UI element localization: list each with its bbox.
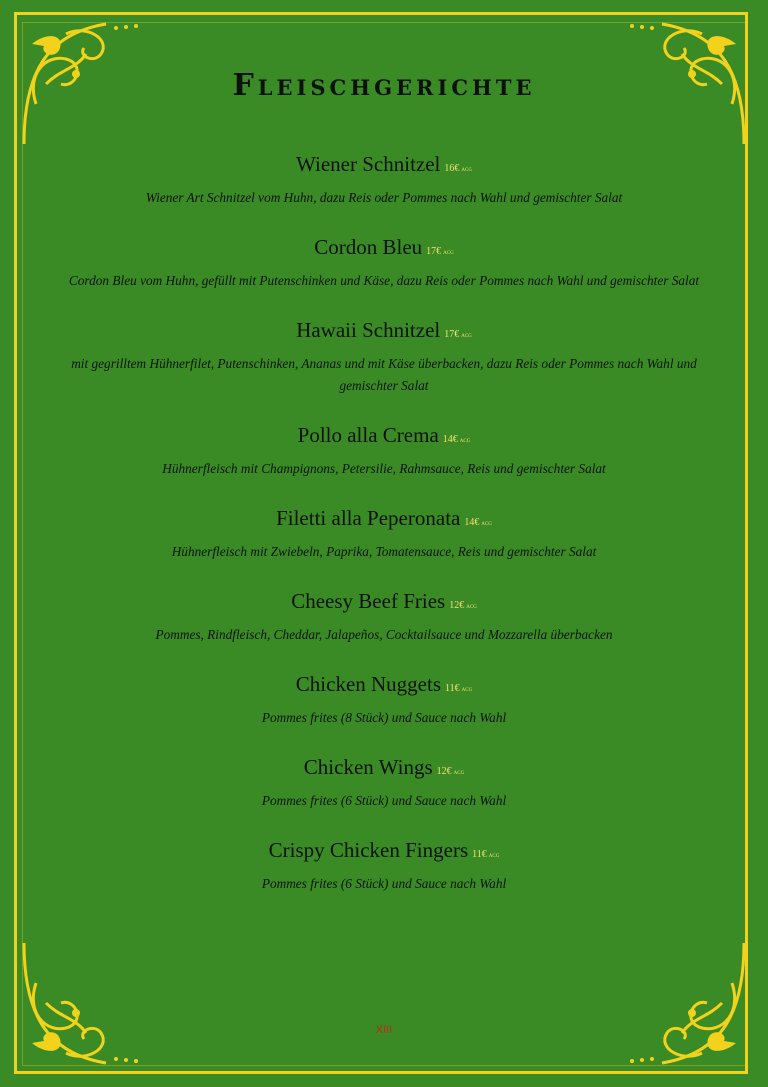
item-price: 12€ [436, 766, 452, 777]
item-name: Cheesy Beef Fries [291, 589, 446, 613]
item-allergens: ACG [461, 168, 472, 173]
menu-item [40, 419, 728, 480]
item-allergens: ACG [466, 605, 477, 610]
item-price: 16€ [444, 163, 460, 174]
item-description: Pommes frites (6 Stück) und Sauce nach Wahl [261, 793, 507, 808]
item-description: Pommes frites (8 Stück) und Sauce nach Wahl [261, 710, 507, 725]
item-description: Hühnerfleisch mit Zwiebeln, Paprika, Tomatensauce, Reis und gemischter Salat [171, 544, 597, 559]
menu-item [40, 585, 728, 646]
menu-item [40, 314, 728, 397]
item-allergens: ACG [453, 771, 465, 776]
item-description: Cordon Bleu vom Huhn, gefüllt mit Putenschinken und Käse, dazu Reis oder Pommes nach Wahl und gemischter Salat [68, 273, 700, 288]
menu-list [40, 148, 728, 917]
menu-item [40, 834, 728, 895]
item-name: Chicken Nuggets [295, 672, 442, 696]
item-name: Hawaii Schnitzel [296, 318, 441, 342]
item-name: Chicken Wings [303, 755, 433, 779]
item-allergens: ACG [459, 439, 471, 444]
menu-item [40, 502, 728, 563]
item-name: Cordon Bleu [314, 235, 423, 259]
item-name: Wiener Schnitzel [296, 152, 441, 176]
item-description: mit gegrilltem Hühnerfilet, Putenschinken, Ananas und mit Käse überbacken, dazu Reis oder Pommes nach Wahl und gemischter Salat [71, 356, 697, 393]
menu-item [40, 668, 728, 729]
item-description: Pommes frites (6 Stück) und Sauce nach Wahl [261, 876, 507, 891]
item-allergens: ACG [443, 251, 454, 256]
corner-ornament-bottom-left [16, 933, 146, 1073]
item-name: Pollo alla Crema [297, 423, 439, 447]
item-allergens: ACG [461, 334, 472, 339]
item-description: Wiener Art Schnitzel vom Huhn, dazu Reis oder Pommes nach Wahl und gemischter Salat [145, 190, 623, 205]
item-price: 11€ [472, 849, 487, 860]
page-title: Fleischgerichte [232, 68, 536, 103]
item-price: 17€ [426, 246, 442, 257]
item-allergens: ACG [481, 522, 492, 527]
item-allergens: ACG [488, 854, 500, 859]
menu-item [40, 751, 728, 812]
item-description: Pommes, Rindfleisch, Cheddar, Jalapeños, Cocktailsauce und Mozzarella überbacken [155, 627, 613, 642]
item-price: 14€ [464, 517, 480, 528]
menu-item [40, 231, 728, 292]
corner-ornament-bottom-right [622, 933, 752, 1073]
item-price: 12€ [449, 600, 465, 611]
item-name: Crispy Chicken Fingers [268, 838, 469, 862]
item-description: Hühnerfleisch mit Champignons, Petersilie, Rahmsauce, Reis und gemischter Salat [162, 461, 606, 476]
item-price: 14€ [442, 434, 458, 445]
item-name: Filetti alla Peperonata [276, 506, 461, 530]
page-number: XIII [375, 1024, 393, 1036]
item-price: 17€ [444, 329, 460, 340]
menu-item [40, 148, 728, 209]
item-price: 11€ [445, 683, 460, 694]
item-allergens: ACG [461, 688, 473, 693]
